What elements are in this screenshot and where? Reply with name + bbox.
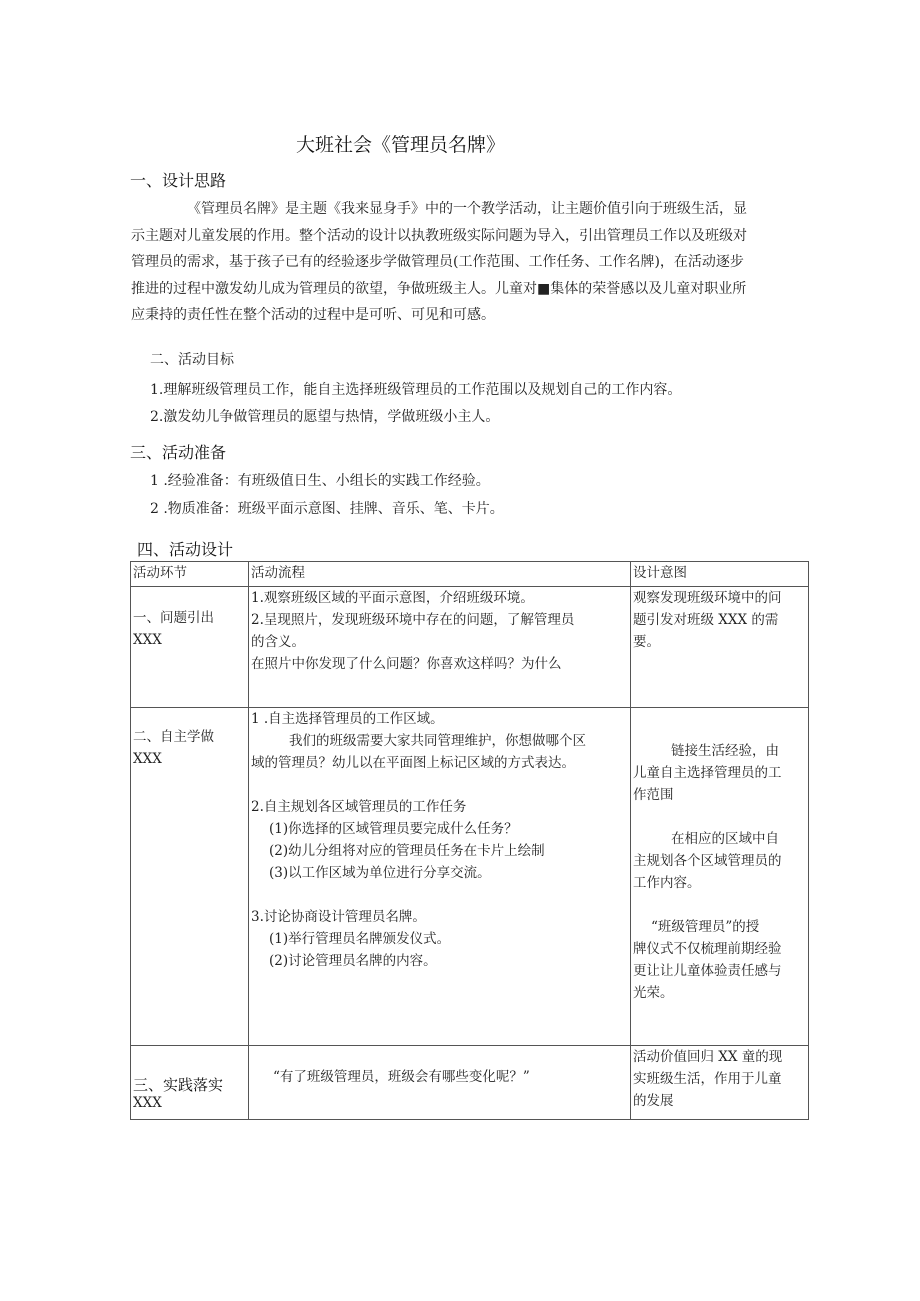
flow-line: (2)讨论管理员名牌的内容。 <box>269 953 437 969</box>
intent-line: 要。 <box>633 634 660 650</box>
intent-line: 作范围 <box>633 787 674 803</box>
stage-sub: XXX <box>133 1095 162 1111</box>
table-row <box>131 1046 809 1120</box>
section-heading-goals: 二、活动目标 <box>150 352 234 368</box>
flow-line: “有了班级管理员，班级会有哪些变化呢？” <box>273 1069 530 1085</box>
intent-line: 题引发对班级 XXX 的需 <box>633 612 779 628</box>
table-row <box>131 587 809 708</box>
table-header-row <box>131 562 809 587</box>
design-idea-paragraph <box>131 196 811 329</box>
flow-line: (1)你选择的区域管理员要完成什么任务？ <box>269 821 518 837</box>
intent-line: 主规划各个区域管理员的 <box>633 853 782 869</box>
preparation-item: 2 .物质准备：班级平面示意图、挂牌、音乐、笔、卡片。 <box>150 501 504 517</box>
flow-line: 1.观察班级区域的平面示意图，介绍班级环境。 <box>251 590 534 606</box>
intent-line: 工作内容。 <box>633 875 701 891</box>
flow-step-heading: 2.自主规划各区域管理员的工作任务 <box>251 799 467 815</box>
intent-line: 观察发现班级环境中的问 <box>633 590 782 606</box>
intent-cell <box>631 708 809 1046</box>
stage-label: 二、自主学做 <box>133 729 214 745</box>
table-header: 设计意图 <box>631 562 809 587</box>
flow-step-heading: 1 .自主选择管理员的工作区域。 <box>251 711 444 727</box>
flow-line: (1)举行管理员名牌颁发仪式。 <box>269 931 451 947</box>
paragraph-line: 示主题对儿童发展的作用。整个活动的设计以执教班级实际问题为导入，引出管理员工作以及班级对 <box>131 227 747 244</box>
section-heading-preparation: 三、活动准备 <box>130 443 227 462</box>
intent-line: 在相应的区域中自 <box>671 831 779 847</box>
section-heading-activity-design: 四、活动设计 <box>137 540 234 559</box>
intent-line: 牌仪式不仅梳理前期经验 <box>633 941 782 957</box>
stage-label: 三、实践落实 <box>133 1076 224 1094</box>
stage-label: 一、问题引出 <box>133 610 214 626</box>
intent-line: “班级管理员”的授 <box>651 919 760 935</box>
table-header: 活动环节 <box>131 562 249 587</box>
stage-sub: XXX <box>133 632 162 648</box>
paragraph-line: 《管理员名牌》是主题《我来显身手》中的一个教学活动，让主题价值引向于班级生活，显 <box>187 201 747 217</box>
intent-line: 更让让儿童体验责任感与 <box>633 963 782 979</box>
stage-cell <box>131 587 249 708</box>
flow-cell <box>249 587 631 708</box>
stage-sub: XXX <box>133 751 162 767</box>
flow-line: 的含义。 <box>251 634 305 650</box>
flow-line: 我们的班级需要大家共同管理维护，你想做哪个区 <box>289 733 586 749</box>
intent-line: 儿童自主选择管理员的工 <box>633 765 782 781</box>
intent-cell <box>631 587 809 708</box>
flow-step-heading: 3.讨论协商设计管理员名牌。 <box>251 909 426 925</box>
document-title: 大班社会《管理员名牌》 <box>296 134 506 156</box>
paragraph-line: 推进的过程中激发幼儿成为管理员的欲望，争做班级主人。儿童对■集体的荣誉感以及儿童对职业所 <box>131 280 747 297</box>
intent-line: 光荣。 <box>633 985 674 1001</box>
paragraph-line: 应秉持的责任性在整个活动的过程中是可听、可见和可感。 <box>131 307 495 323</box>
table-row <box>131 708 809 1046</box>
flow-cell <box>249 1046 631 1120</box>
activity-design-table <box>130 561 809 1120</box>
stage-cell <box>131 1046 249 1120</box>
goal-item: 1.理解班级管理员工作，能自主选择班级管理员的工作范围以及规划自己的工作内容。 <box>150 382 682 398</box>
intent-line: 实班级生活，作用于儿童 <box>633 1071 782 1087</box>
stage-cell <box>131 708 249 1046</box>
flow-line: (2)幼儿分组将对应的管理员任务在卡片上绘制 <box>269 843 545 859</box>
section-heading-design-idea: 一、设计思路 <box>130 171 227 190</box>
paragraph-line: 管理员的需求，基于孩子已有的经验逐步学做管理员(工作范围、工作任务、工作名牌)，在活动逐步 <box>131 254 744 270</box>
goal-item: 2.激发幼儿争做管理员的愿望与热情，学做班级小主人。 <box>150 409 500 425</box>
preparation-item: 1 .经验准备：有班级值日生、小组长的实践工作经验。 <box>150 473 490 489</box>
table-header: 活动流程 <box>249 562 631 587</box>
intent-cell <box>631 1046 809 1120</box>
intent-line: 活动价值回归 XX 童的现 <box>633 1049 783 1065</box>
flow-line: (3)以工作区域为单位进行分享交流。 <box>269 865 491 881</box>
flow-line: 2.呈现照片，发现班级环境中存在的问题，了解管理员 <box>251 612 575 628</box>
flow-line: 域的管理员？幼儿以在平面图上标记区域的方式表达。 <box>251 755 575 771</box>
flow-line: 在照片中你发现了什么问题？你喜欢这样吗？为什么 <box>251 656 562 672</box>
flow-cell <box>249 708 631 1046</box>
intent-line: 的发展 <box>633 1093 674 1109</box>
intent-line: 链接生活经验，由 <box>671 743 779 759</box>
